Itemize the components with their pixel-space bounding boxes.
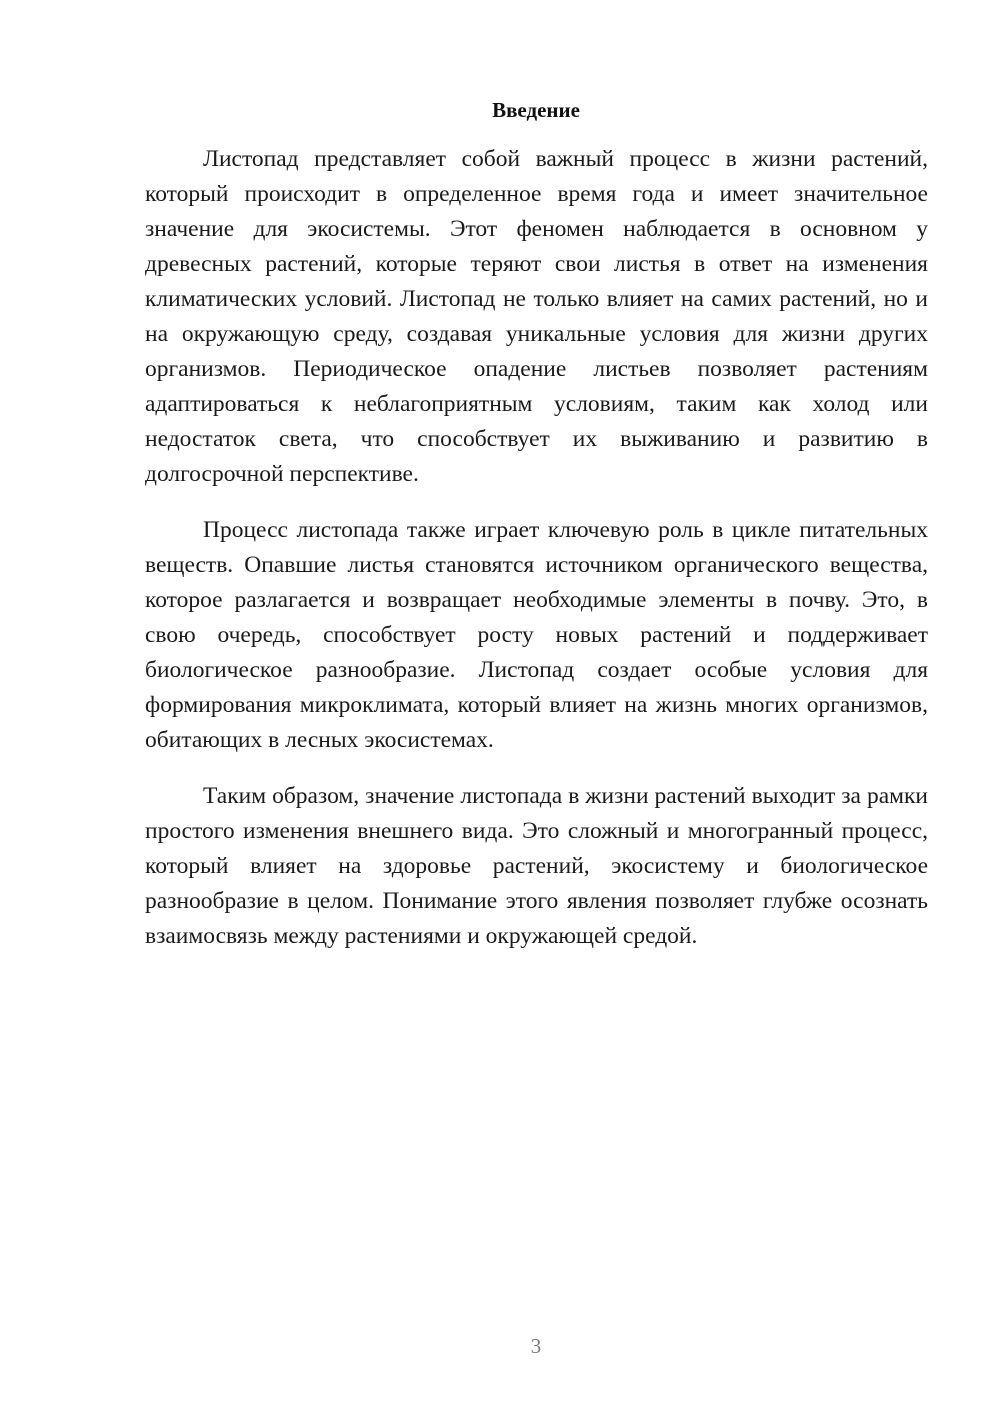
paragraph-1: Листопад представляет собой важный процесс в жизни растений, который происходит в определенное время года и имеет значительное значение для экосистемы. Этот феномен наблюдается в основном у древесных растений, которые теряют свои листья в ответ на изменения климатических условий. Листопад не только влияет на самих растений, но и на окружающую среду, создавая уникальные условия для жизни других организмов. Периодическое опадение листьев позволяет растениям адаптироваться к неблагоприятным условиям, таким как холод или недостаток света, что способствует их выживанию и развитию в долгосрочной перспективе. [145, 146, 928, 487]
body-text [145, 142, 928, 975]
page-number: 3 [530, 1334, 542, 1358]
paragraph-3: Таким образом, значение листопада в жизни растений выходит за рамки простого изменения внешнего вида. Это сложный и многогранный процесс, который влияет на здоровье растений, экосистему и биологическое разнообразие в целом. Понимание этого явления позволяет глубже осознать взаимосвязь между растениями и окружающей средой. [145, 783, 928, 949]
page-title: Введение [492, 98, 580, 122]
paragraph-2: Процесс листопада также играет ключевую роль в цикле питательных веществ. Опавшие листья становятся источником органического вещества, которое разлагается и возвращает необходимые элементы в почву. Это, в свою очередь, способствует росту новых растений и поддерживает биологическое разнообразие. Листопад создает особые условия для формирования микроклимата, который влияет на жизнь многих организмов, обитающих в лесных экосистемах. [145, 517, 928, 753]
